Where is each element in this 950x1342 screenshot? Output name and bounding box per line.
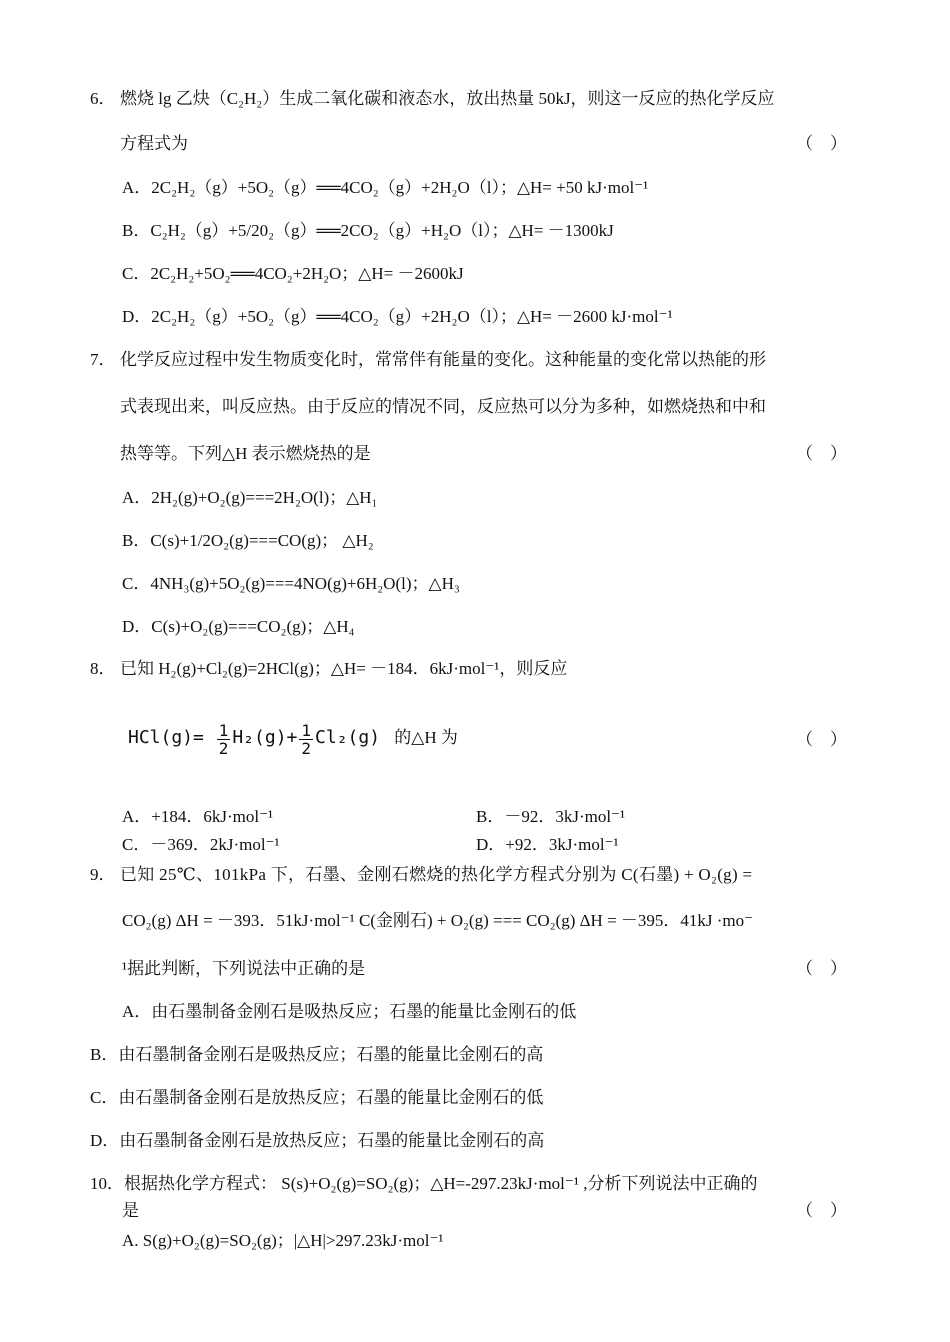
q10-stem-line1: 根据热化学方程式： S(s)+O₂(g)=SO₂(g)；△H=-297.23kJ·mol⁻¹ ,分析下列说法中正确的 <box>124 1174 758 1193</box>
q8-number: 8． <box>90 659 116 678</box>
q8-equation-tail: 的△H 为 <box>394 728 458 747</box>
q8-fraction-numerator-2: 1 <box>301 720 312 740</box>
q7-option-c: C．4NH₃(g)+5O₂(g)===4NO(g)+6H₂O(l)；△H₃ <box>122 574 460 593</box>
q9-answer-blank: （ ） <box>796 959 847 978</box>
q8-equation <box>128 718 458 758</box>
q9-option-a: A．由石墨制备金刚石是吸热反应；石墨的能量比金刚石的低 <box>122 1002 577 1021</box>
q7-stem-line1: 化学反应过程中发生物质变化时，常常伴有能量的变化。这种能量的变化常以热能的形 <box>120 350 766 369</box>
q6-option-a: A．2C₂H₂（g）+5O₂（g）══4CO₂（g）+2H₂O（l）；△H= +50 kJ·mol⁻¹ <box>122 178 649 197</box>
q10-option-a: A. S(g)+O₂(g)=SO₂(g)；|△H|>297.23kJ·mol⁻¹ <box>122 1231 444 1250</box>
q10-answer-blank: （ ） <box>796 1201 847 1220</box>
q9-option-d: D．由石墨制备金刚石是放热反应；石墨的能量比金刚石的高 <box>90 1131 545 1150</box>
q9-stem-line3: ¹据此判断，下列说法中正确的是 <box>122 959 366 978</box>
q10-number: 10． <box>90 1174 124 1193</box>
q7-option-a: A．2H₂(g)+O₂(g)===2H₂O(l)；△H₁ <box>122 488 378 507</box>
q8-equation-cl2: Cl₂(g) <box>315 727 381 748</box>
q6-option-b: B．C₂H₂（g）+5/20₂（g）══2CO₂（g）+H₂O（l）；△H= －1300kJ <box>122 221 614 240</box>
q7-stem-line3: 热等等。下列△H 表示燃烧热的是 <box>120 444 371 463</box>
q6-number: 6． <box>90 89 116 108</box>
q6-option-d: D．2C₂H₂（g）+5O₂（g）══4CO₂（g）+2H₂O（l）；△H= －2600 kJ·mol⁻¹ <box>122 307 673 326</box>
q8-equation-h2: H₂(g)+ <box>232 727 298 748</box>
q8-fraction-numerator-1: 1 <box>218 720 229 740</box>
q7-number: 7． <box>90 350 116 369</box>
q8-option-b: B．－92．3kJ·mol⁻¹ <box>476 807 626 826</box>
q9-stem-line2: CO₂(g) ΔH = －393．51kJ·mol⁻¹ C(金刚石) + O₂(g) === CO₂(g) ΔH = －395．41kJ ·mo⁻ <box>122 911 754 930</box>
q6-stem-line1: 燃烧 lg 乙炔（C₂H₂）生成二氧化碳和液态水，放出热量 50kJ，则这一反应的热化学反应 <box>120 89 775 108</box>
q8-fraction-denominator-1: 2 <box>218 738 229 758</box>
q8-equation-left: HCl(g)= <box>128 727 215 748</box>
q6-option-c: C．2C₂H₂+5O₂══4CO₂+2H₂O；△H= －2600kJ <box>122 264 464 283</box>
q8-fraction-half-1 <box>217 722 231 757</box>
q9-stem-line1: 已知 25℃、101kPa 下，石墨、金刚石燃烧的热化学方程式分别为 C(石墨) + O₂(g) = <box>120 865 753 884</box>
q7-option-d: D．C(s)+O₂(g)===CO₂(g)；△H₄ <box>122 617 355 636</box>
q6-answer-blank: （ ） <box>796 134 847 153</box>
q8-stem: 已知 H₂(g)+Cl₂(g)=2HCl(g)；△H= －184．6kJ·mol⁻¹，则反应 <box>120 659 568 678</box>
q6-stem-line2: 方程式为 <box>120 134 188 153</box>
q8-option-a: A．+184．6kJ·mol⁻¹ <box>122 807 274 826</box>
q9-number: 9． <box>90 865 116 884</box>
q7-answer-blank: （ ） <box>796 444 847 463</box>
q8-fraction-half-2 <box>299 722 313 757</box>
q7-option-b: B．C(s)+1/2O₂(g)===CO(g)； △H₂ <box>122 531 374 550</box>
q8-fraction-denominator-2: 2 <box>301 738 312 758</box>
q7-stem-line2: 式表现出来，叫反应热。由于反应的情况不同，反应热可以分为多种，如燃烧热和中和 <box>120 397 766 416</box>
q9-option-c: C．由石墨制备金刚石是放热反应；石墨的能量比金刚石的低 <box>90 1088 544 1107</box>
q8-option-d: D．+92．3kJ·mol⁻¹ <box>476 835 619 854</box>
q10-stem-line2: 是 <box>122 1201 139 1220</box>
q8-answer-blank: （ ） <box>796 730 847 749</box>
q9-option-b: B．由石墨制备金刚石是吸热反应；石墨的能量比金刚石的高 <box>90 1045 544 1064</box>
q8-option-c: C．－369．2kJ·mol⁻¹ <box>122 835 280 854</box>
